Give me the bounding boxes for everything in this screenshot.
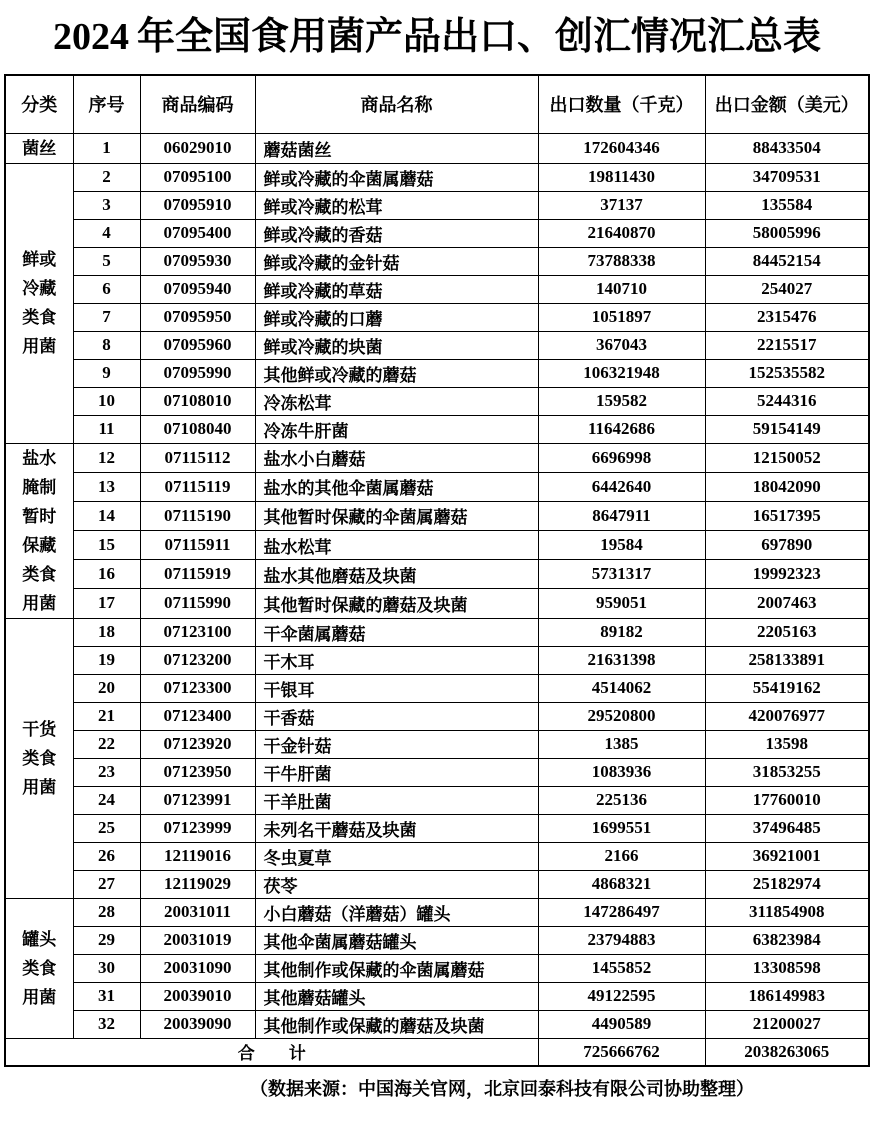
name-cell: 鲜或冷藏的草菇: [255, 275, 538, 303]
table-row: [5, 530, 869, 559]
index-cell: 30: [73, 954, 140, 982]
amount-cell: 13598: [705, 730, 869, 758]
quantity-cell: 11642686: [538, 415, 705, 443]
page-title-text: 年全国食用菌产品出口、创汇情况汇总表: [136, 16, 821, 58]
index-cell: 25: [73, 814, 140, 842]
category-label: 罐头类食用菌: [22, 929, 57, 1007]
quantity-cell: 23794883: [538, 926, 705, 954]
index-cell: 16: [73, 560, 140, 589]
amount-cell: 152535582: [705, 359, 869, 387]
name-cell: 鲜或冷藏的松茸: [255, 191, 538, 219]
category-label: 干货类食用菌: [22, 719, 57, 797]
index-cell: 14: [73, 501, 140, 530]
quantity-cell: 367043: [538, 331, 705, 359]
index-cell: 18: [73, 618, 140, 646]
index-cell: 1: [73, 133, 140, 163]
page-title: [0, 0, 874, 62]
quantity-cell: 1083936: [538, 758, 705, 786]
name-cell: 盐水其他磨菇及块菌: [255, 560, 538, 589]
amount-cell: 21200027: [705, 1010, 869, 1038]
amount-cell: 88433504: [705, 133, 869, 163]
amount-cell: 36921001: [705, 842, 869, 870]
index-cell: 4: [73, 219, 140, 247]
code-cell: 20031090: [140, 954, 255, 982]
amount-cell: 697890: [705, 530, 869, 559]
table-row: [5, 275, 869, 303]
index-cell: 2: [73, 163, 140, 191]
name-cell: 其他暂时保藏的伞菌属蘑菇: [255, 501, 538, 530]
summary-table: [4, 74, 870, 1067]
amount-cell: 37496485: [705, 814, 869, 842]
quantity-cell: 225136: [538, 786, 705, 814]
name-cell: 干牛肝菌: [255, 758, 538, 786]
amount-cell: 18042090: [705, 472, 869, 501]
name-cell: 盐水小白蘑菇: [255, 443, 538, 472]
quantity-cell: 49122595: [538, 982, 705, 1010]
code-cell: 07123999: [140, 814, 255, 842]
table-row: [5, 303, 869, 331]
code-cell: 07123100: [140, 618, 255, 646]
table-row: [5, 730, 869, 758]
amount-cell: 16517395: [705, 501, 869, 530]
index-cell: 13: [73, 472, 140, 501]
code-cell: 07123950: [140, 758, 255, 786]
name-cell: 盐水的其他伞菌属蘑菇: [255, 472, 538, 501]
table-row: [5, 560, 869, 589]
name-cell: 冷冻松茸: [255, 387, 538, 415]
name-cell: 其他蘑菇罐头: [255, 982, 538, 1010]
name-cell: 鲜或冷藏的口蘑: [255, 303, 538, 331]
index-cell: 31: [73, 982, 140, 1010]
table-row: [5, 1010, 869, 1038]
name-cell: 未列名干蘑菇及块菌: [255, 814, 538, 842]
code-cell: 07123991: [140, 786, 255, 814]
code-cell: 07123920: [140, 730, 255, 758]
table-row: [5, 786, 869, 814]
quantity-cell: 8647911: [538, 501, 705, 530]
name-cell: 其他伞菌属蘑菇罐头: [255, 926, 538, 954]
code-cell: 07095940: [140, 275, 255, 303]
table-row: [5, 387, 869, 415]
code-cell: 07095100: [140, 163, 255, 191]
table-row: [5, 163, 869, 191]
table-row: [5, 589, 869, 618]
quantity-cell: 19584: [538, 530, 705, 559]
name-cell: 干香菇: [255, 702, 538, 730]
code-cell: 20031019: [140, 926, 255, 954]
quantity-cell: 1385: [538, 730, 705, 758]
table-row: [5, 191, 869, 219]
name-cell: 鲜或冷藏的伞菌属蘑菇: [255, 163, 538, 191]
amount-cell: 311854908: [705, 898, 869, 926]
quantity-cell: 37137: [538, 191, 705, 219]
category-cell: [5, 443, 73, 618]
quantity-cell: 140710: [538, 275, 705, 303]
amount-cell: 25182974: [705, 870, 869, 898]
name-cell: 盐水松茸: [255, 530, 538, 559]
quantity-cell: 5731317: [538, 560, 705, 589]
table-row: [5, 898, 869, 926]
table-row: [5, 982, 869, 1010]
quantity-cell: 1699551: [538, 814, 705, 842]
name-cell: 茯苓: [255, 870, 538, 898]
name-cell: 干羊肚菌: [255, 786, 538, 814]
amount-cell: 254027: [705, 275, 869, 303]
amount-cell: 63823984: [705, 926, 869, 954]
index-cell: 29: [73, 926, 140, 954]
code-cell: 07115990: [140, 589, 255, 618]
amount-cell: 34709531: [705, 163, 869, 191]
code-cell: 07115119: [140, 472, 255, 501]
amount-cell: 31853255: [705, 758, 869, 786]
index-cell: 27: [73, 870, 140, 898]
amount-cell: 13308598: [705, 954, 869, 982]
code-cell: 07123200: [140, 646, 255, 674]
amount-cell: 2205163: [705, 618, 869, 646]
name-cell: 干金针菇: [255, 730, 538, 758]
quantity-cell: 159582: [538, 387, 705, 415]
table-row: [5, 758, 869, 786]
index-cell: 19: [73, 646, 140, 674]
table-row: [5, 247, 869, 275]
index-cell: 21: [73, 702, 140, 730]
name-cell: 其他制作或保藏的伞菌属蘑菇: [255, 954, 538, 982]
code-cell: 20031011: [140, 898, 255, 926]
index-cell: 15: [73, 530, 140, 559]
table-row: [5, 618, 869, 646]
table-row: [5, 219, 869, 247]
category-cell: [5, 133, 73, 163]
category-label: 盐水腌制暂时保藏类食用菌: [22, 448, 57, 613]
code-cell: 12119016: [140, 842, 255, 870]
quantity-cell: 147286497: [538, 898, 705, 926]
table-row: [5, 954, 869, 982]
name-cell: 鲜或冷藏的香菇: [255, 219, 538, 247]
name-cell: 其他鲜或冷藏的蘑菇: [255, 359, 538, 387]
code-cell: 07115190: [140, 501, 255, 530]
name-cell: 鲜或冷藏的块菌: [255, 331, 538, 359]
index-cell: 24: [73, 786, 140, 814]
code-cell: 07108010: [140, 387, 255, 415]
code-cell: 06029010: [140, 133, 255, 163]
page-title-year: 2024: [52, 16, 129, 58]
amount-cell: 12150052: [705, 443, 869, 472]
quantity-cell: 1051897: [538, 303, 705, 331]
quantity-cell: 6696998: [538, 443, 705, 472]
index-cell: 32: [73, 1010, 140, 1038]
quantity-cell: 959051: [538, 589, 705, 618]
total-quantity: 725666762: [538, 1038, 705, 1066]
table-row: [5, 359, 869, 387]
table-row: [5, 415, 869, 443]
table-row: [5, 443, 869, 472]
index-cell: 8: [73, 331, 140, 359]
data-source-note: （数据来源：中国海关官网，北京回泰科技有限公司协助整理）: [250, 1079, 754, 1099]
index-cell: 26: [73, 842, 140, 870]
col-header-category: 分类: [5, 75, 73, 133]
quantity-cell: 89182: [538, 618, 705, 646]
code-cell: 07115919: [140, 560, 255, 589]
table-row: [5, 133, 869, 163]
category-cell: [5, 163, 73, 443]
code-cell: 07108040: [140, 415, 255, 443]
code-cell: 07115112: [140, 443, 255, 472]
name-cell: 小白蘑菇（洋蘑菇）罐头: [255, 898, 538, 926]
quantity-cell: 73788338: [538, 247, 705, 275]
quantity-cell: 4490589: [538, 1010, 705, 1038]
code-cell: 07095950: [140, 303, 255, 331]
amount-cell: 17760010: [705, 786, 869, 814]
index-cell: 5: [73, 247, 140, 275]
index-cell: 6: [73, 275, 140, 303]
name-cell: 干木耳: [255, 646, 538, 674]
amount-cell: 55419162: [705, 674, 869, 702]
code-cell: 12119029: [140, 870, 255, 898]
code-cell: 07123300: [140, 674, 255, 702]
quantity-cell: 21640870: [538, 219, 705, 247]
amount-cell: 84452154: [705, 247, 869, 275]
quantity-cell: 106321948: [538, 359, 705, 387]
amount-cell: 58005996: [705, 219, 869, 247]
index-cell: 11: [73, 415, 140, 443]
name-cell: 干银耳: [255, 674, 538, 702]
amount-cell: 186149983: [705, 982, 869, 1010]
code-cell: 07095400: [140, 219, 255, 247]
amount-cell: 420076977: [705, 702, 869, 730]
code-cell: 07095930: [140, 247, 255, 275]
code-cell: 07115911: [140, 530, 255, 559]
amount-cell: 258133891: [705, 646, 869, 674]
table-row: [5, 501, 869, 530]
index-cell: 20: [73, 674, 140, 702]
code-cell: 20039090: [140, 1010, 255, 1038]
total-row: [5, 1038, 869, 1066]
category-label: 鲜或冷藏类食用菌: [22, 250, 57, 356]
col-header-amount: 出口金额（美元）: [705, 75, 869, 133]
index-cell: 28: [73, 898, 140, 926]
quantity-cell: 1455852: [538, 954, 705, 982]
table-row: [5, 842, 869, 870]
amount-cell: 2315476: [705, 303, 869, 331]
category-cell: [5, 618, 73, 898]
index-cell: 12: [73, 443, 140, 472]
name-cell: 蘑菇菌丝: [255, 133, 538, 163]
table-row: [5, 646, 869, 674]
name-cell: 其他暂时保藏的蘑菇及块菌: [255, 589, 538, 618]
category-cell: [5, 898, 73, 1038]
index-cell: 23: [73, 758, 140, 786]
table-row: [5, 814, 869, 842]
quantity-cell: 4868321: [538, 870, 705, 898]
quantity-cell: 172604346: [538, 133, 705, 163]
index-cell: 7: [73, 303, 140, 331]
index-cell: 3: [73, 191, 140, 219]
index-cell: 9: [73, 359, 140, 387]
header-row: [5, 75, 869, 133]
table-row: [5, 331, 869, 359]
table-row: [5, 870, 869, 898]
quantity-cell: 19811430: [538, 163, 705, 191]
index-cell: 22: [73, 730, 140, 758]
amount-cell: 135584: [705, 191, 869, 219]
total-label: 合 计: [5, 1038, 538, 1066]
amount-cell: 2215517: [705, 331, 869, 359]
code-cell: 07095990: [140, 359, 255, 387]
table-row: [5, 472, 869, 501]
code-cell: 20039010: [140, 982, 255, 1010]
name-cell: 干伞菌属蘑菇: [255, 618, 538, 646]
name-cell: 冬虫夏草: [255, 842, 538, 870]
code-cell: 07095910: [140, 191, 255, 219]
col-header-code: 商品编码: [140, 75, 255, 133]
quantity-cell: 4514062: [538, 674, 705, 702]
amount-cell: 19992323: [705, 560, 869, 589]
amount-cell: 5244316: [705, 387, 869, 415]
col-header-name: 商品名称: [255, 75, 538, 133]
col-header-index: 序号: [73, 75, 140, 133]
name-cell: 冷冻牛肝菌: [255, 415, 538, 443]
name-cell: 其他制作或保藏的蘑菇及块菌: [255, 1010, 538, 1038]
name-cell: 鲜或冷藏的金针菇: [255, 247, 538, 275]
quantity-cell: 29520800: [538, 702, 705, 730]
amount-cell: 59154149: [705, 415, 869, 443]
quantity-cell: 2166: [538, 842, 705, 870]
table-row: [5, 702, 869, 730]
code-cell: 07123400: [140, 702, 255, 730]
index-cell: 10: [73, 387, 140, 415]
quantity-cell: 21631398: [538, 646, 705, 674]
col-header-quantity: 出口数量（千克）: [538, 75, 705, 133]
category-label: 菌丝: [22, 138, 57, 158]
table-row: [5, 674, 869, 702]
total-amount: 2038263065: [705, 1038, 869, 1066]
quantity-cell: 6442640: [538, 472, 705, 501]
code-cell: 07095960: [140, 331, 255, 359]
amount-cell: 2007463: [705, 589, 869, 618]
index-cell: 17: [73, 589, 140, 618]
table-row: [5, 926, 869, 954]
